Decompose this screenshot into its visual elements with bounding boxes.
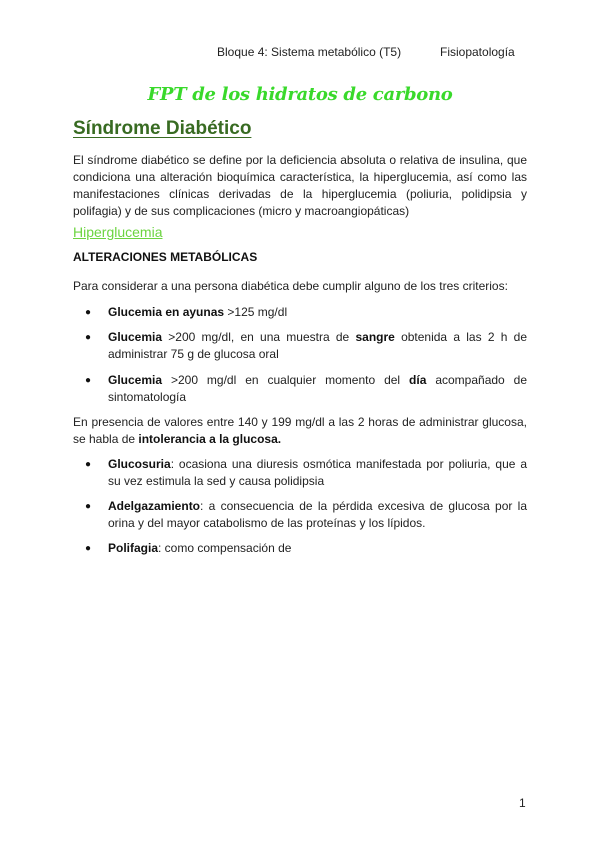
header-subject: Fisiopatología [440,45,515,59]
criterion-bold-2: día [409,373,427,387]
criterion-bold: Glucemia en ayunas [108,305,225,319]
consequence-bold: Polifagia [108,541,159,555]
criterion-text-2: acompañado de sintomatología [108,373,527,404]
document-title: FPT de los hidratos de carbono [147,84,453,105]
criterion-bold: Glucemia [108,373,163,387]
page-number: 1 [519,796,526,810]
subsection-title: Hiperglucemia [73,224,163,240]
criteria-intro: Para considerar a una persona diabética debe cumplir alguno de los tres criterios: [73,279,508,293]
section-title: Síndrome Diabético [73,118,252,139]
criterion-text-2: obtenida a las 2 h de administrar 75 g de glucosa oral [108,330,527,361]
bullet-icon: ● [85,375,92,386]
intolerance-paragraph [73,414,527,448]
criterion-bold-2: sangre [355,330,395,344]
consequence-bold: Glucosuria [108,457,171,471]
criterion-text: >200 mg/dl en cualquier momento del [162,373,410,387]
criterion-text: >125 mg/dl [224,305,288,319]
criterion-bold: Glucemia [108,330,163,344]
consequence-text: : ocasiona una diuresis osmótica manifestada por poliuria, que a su vez estimula la sed y causa polidipsia [108,457,527,488]
consequence-text: : a consecuencia de la pérdida excesiva de glucosa por la orina y del mayor catabolismo de las proteínas y los lípidos. [108,499,527,530]
bullet-icon: ● [85,501,92,512]
bullet-icon: ● [85,459,92,470]
intro-paragraph: El síndrome diabético se define por la deficiencia absoluta o relativa de insulina, que condiciona una alteración bioquímica característica, la hiperglucemia, así como las manifestaciones clínicas derivadas de la hiperglucemia (poliuria, polidipsia y polifagia) y de sus complicaciones (micro y macroangiopáticas) [73,153,527,218]
criterion-text: >200 mg/dl, en una muestra de [162,330,356,344]
consequence-text: : como compensación de [158,541,292,555]
header-block-title: Bloque 4: Sistema metabólico (T5) [217,45,402,59]
bullet-icon: ● [85,332,92,343]
intolerance-text: En presencia de valores entre 140 y 199 mg/dl a las 2 horas de administrar glucosa, se habla de [73,415,527,446]
intolerance-bold: intolerancia a la glucosa. [138,432,282,446]
consequence-bold: Adelgazamiento [108,499,201,513]
metabolic-heading: ALTERACIONES METABÓLICAS [73,250,258,264]
bullet-icon: ● [85,307,92,318]
bullet-icon: ● [85,543,92,554]
